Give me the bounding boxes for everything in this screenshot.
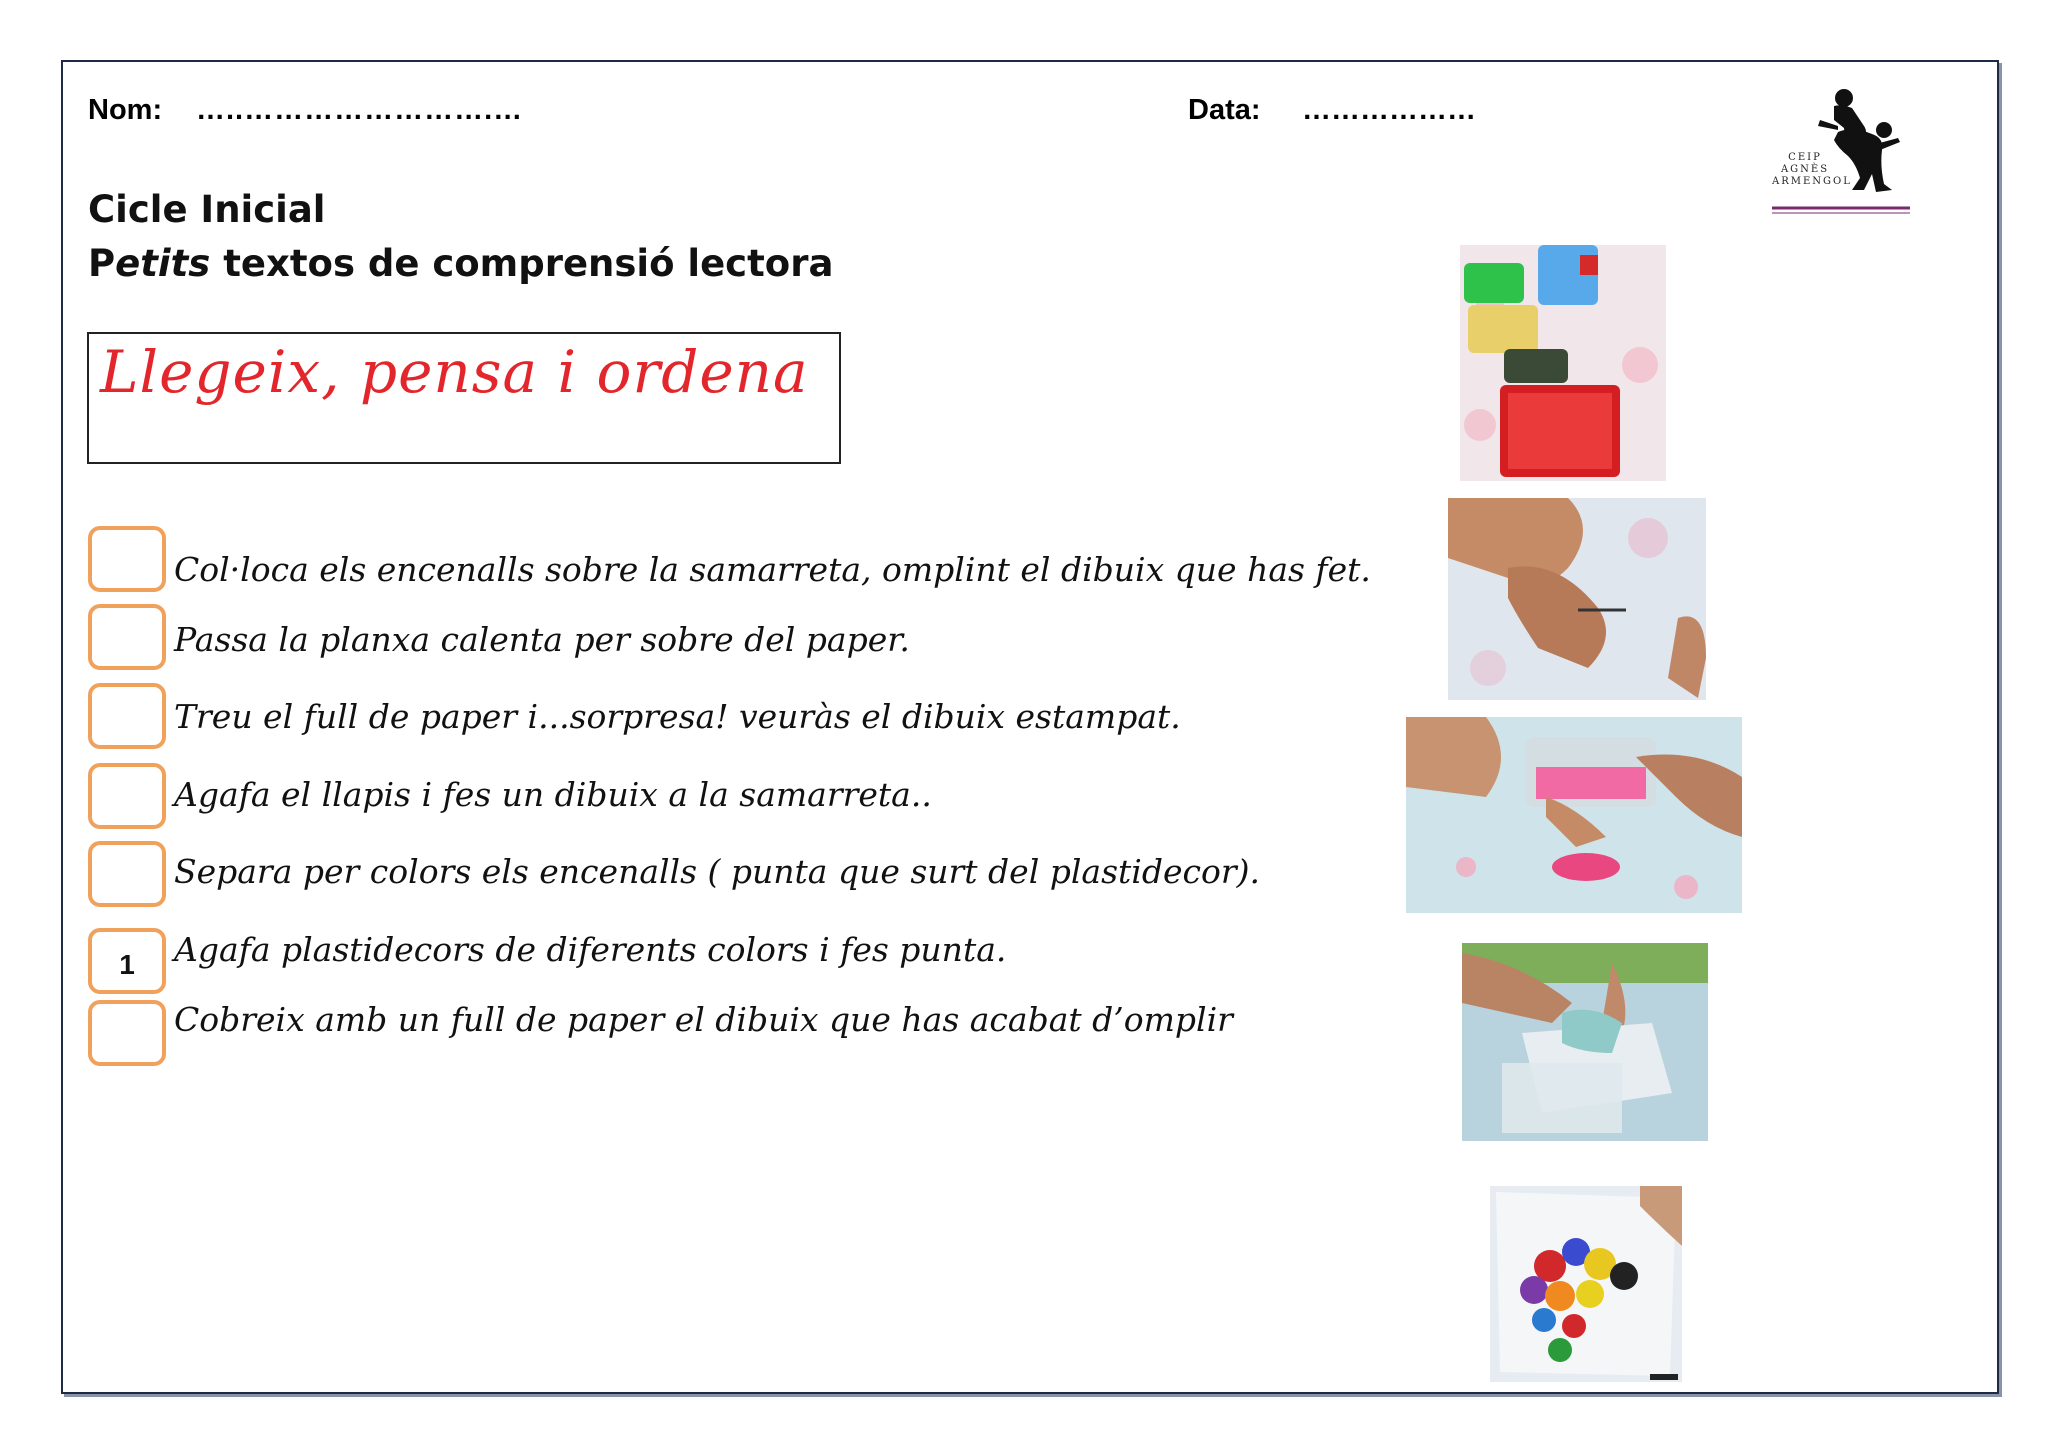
step-text: Passa la planxa calenta per sobre del paper.	[174, 620, 910, 659]
jumping-children-icon	[1772, 86, 1912, 216]
date-label: Data:	[1188, 94, 1261, 126]
step-text: Cobreix amb un full de paper el dibuix que has acabat d’omplir	[174, 1000, 1233, 1039]
school-logo	[1772, 86, 1912, 216]
order-box[interactable]: 1	[88, 928, 166, 994]
name-label: Nom:	[88, 94, 163, 126]
date-blank: ………………	[1302, 94, 1476, 126]
drawing-on-tshirt-photo	[1448, 498, 1706, 700]
order-box[interactable]	[88, 604, 166, 670]
order-box[interactable]	[88, 841, 166, 907]
instruction-text: Llegeix, pensa i ordena	[100, 338, 809, 406]
step-text: Treu el full de paper i...sorpresa! veuràs el dibuix estampat.	[174, 697, 1181, 736]
placing-shavings-photo	[1406, 717, 1742, 913]
page-title: Cicle Inicial	[88, 188, 326, 231]
name-blank: …..…………………….…	[196, 94, 524, 126]
order-box[interactable]	[88, 683, 166, 749]
order-box[interactable]	[88, 1000, 166, 1066]
order-box[interactable]	[88, 526, 166, 592]
logo-text: CEIP AGNÈS ARMENGOL	[1772, 152, 1852, 187]
ironing-paper-photo	[1462, 943, 1708, 1141]
step-text: Agafa plastidecors de diferents colors i fes punta.	[174, 930, 1007, 969]
page-subtitle: Petits textos de comprensió lectora	[88, 242, 834, 285]
crayon-shavings-trays-photo	[1460, 245, 1666, 481]
step-text: Agafa el llapis i fes un dibuix a la samarreta..	[174, 775, 932, 814]
printed-design-photo	[1490, 1186, 1682, 1382]
step-text: Col·loca els encenalls sobre la samarreta, omplint el dibuix que has fet.	[174, 550, 1371, 589]
step-text: Separa per colors els encenalls ( punta que surt del plastidecor).	[174, 852, 1261, 891]
order-box[interactable]	[88, 763, 166, 829]
